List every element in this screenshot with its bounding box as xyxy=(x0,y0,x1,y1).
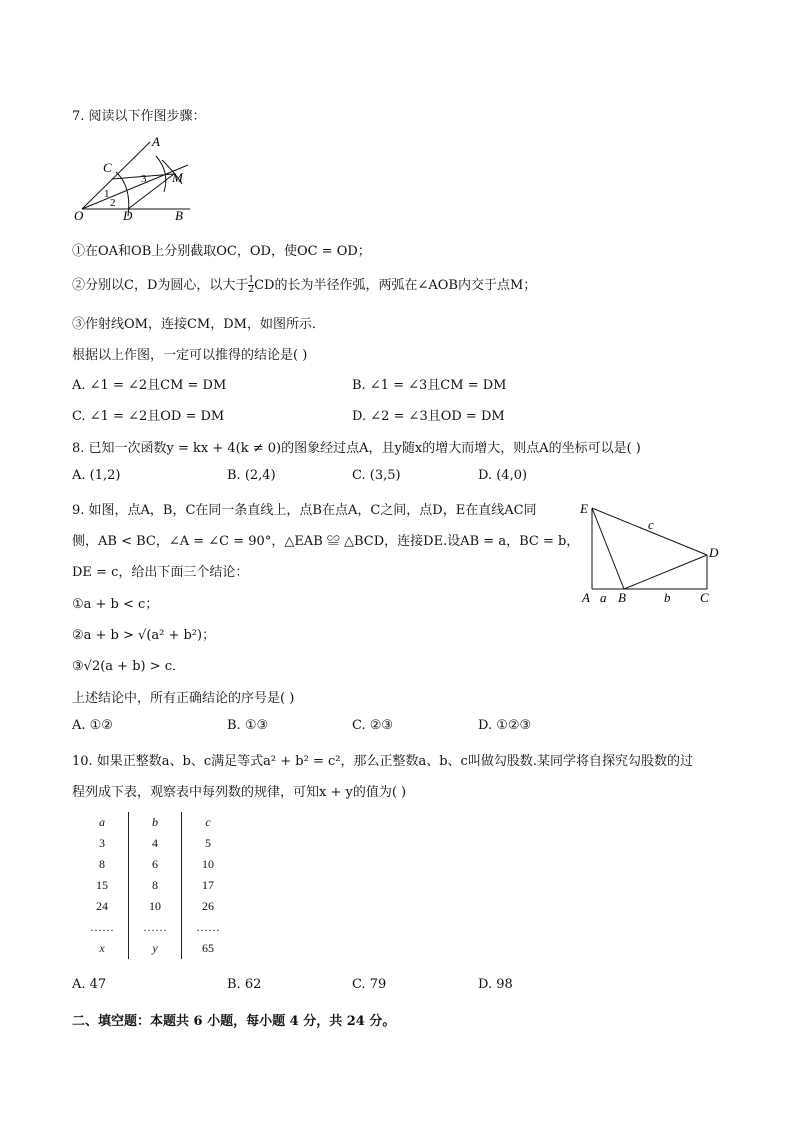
label-c-side: c xyxy=(648,517,654,532)
table-row xyxy=(76,854,234,875)
q10-line1: 10. 如果正整数a、b、c满足等式a² + b² = c²，那么正整数a、b、c叫做勾股数.某同学将自探究勾股数的过 xyxy=(72,754,693,769)
table-cell: 17 xyxy=(202,878,214,892)
table-cell: …… xyxy=(196,920,220,934)
label-m: M xyxy=(172,170,183,185)
q8-option-b: B. (2,4) xyxy=(227,468,276,483)
q9-line2: 侧，AB < BC，∠A = ∠C = 90°，△EAB ≌ △BCD，连接DE.设AB = a，BC = b， xyxy=(72,534,580,549)
segment-bd xyxy=(624,555,707,589)
q9-line3: DE = c，给出下面三个结论： xyxy=(72,565,249,580)
label-a-side: a xyxy=(600,590,607,605)
table-cell: 10 xyxy=(129,896,182,917)
fraction-denominator: 2 xyxy=(248,285,255,295)
table-header-c: c xyxy=(205,815,211,829)
label-angle-1: 1 xyxy=(104,188,110,200)
q9-conclusion-3: ③√2(a + b) > c． xyxy=(72,659,186,674)
label-a: A xyxy=(152,134,160,149)
q9-option-a: A. ①② xyxy=(72,718,113,733)
section-heading-fill-in: 二、填空题：本题共 6 小题，每小题 4 分，共 24 分。 xyxy=(72,1014,396,1029)
q7-step1: ①在OA和OB上分别截取OC，OD，使OC = OD； xyxy=(72,244,371,259)
label-b: B xyxy=(618,590,626,605)
segment-dm xyxy=(128,174,174,209)
table-header-b: b xyxy=(129,812,182,833)
table-cell: 8 xyxy=(76,854,129,875)
table-cell: 3 xyxy=(76,833,129,854)
q10-line2: 程列成下表，观察表中每列数的规律，可知x + y的值为( ) xyxy=(72,785,407,800)
label-d: D xyxy=(123,208,133,223)
q9-option-c: C. ②③ xyxy=(352,718,394,733)
segment-eb xyxy=(592,508,624,589)
q9-conclusion-2: ②a + b > √(a² + b²)； xyxy=(72,628,216,643)
ray-oa xyxy=(82,142,150,209)
q9-option-b: B. ①③ xyxy=(227,718,269,733)
table-cell: 8 xyxy=(129,875,182,896)
q7-option-b: B. ∠1 = ∠3且CM = DM xyxy=(352,378,507,393)
q7-stem: 7. 阅读以下作图步骤： xyxy=(72,109,206,124)
table-cell: x xyxy=(76,938,129,959)
table-cell: 26 xyxy=(202,899,214,913)
table-cell: 10 xyxy=(202,857,214,871)
q8-option-a: A. (1,2) xyxy=(72,468,121,483)
table-cell: 6 xyxy=(129,854,182,875)
table-cell: 15 xyxy=(76,875,129,896)
label-o: O xyxy=(74,208,84,223)
table-header-a: a xyxy=(76,812,129,833)
q10-option-d: D. 98 xyxy=(478,977,513,992)
fraction-numerator: 1 xyxy=(248,275,255,285)
q10-option-a: A. 47 xyxy=(72,977,107,992)
q7-option-a: A. ∠1 = ∠2且CM = DM xyxy=(72,378,227,393)
label-c: C xyxy=(103,160,112,175)
table-cell: …… xyxy=(129,917,182,938)
label-angle-2: 2 xyxy=(110,197,116,209)
table-row xyxy=(76,938,234,959)
pythagorean-table xyxy=(76,812,234,959)
label-b: B xyxy=(175,208,183,223)
label-a: A xyxy=(582,590,590,605)
q7-question: 根据以上作图，一定可以推得的结论是( ) xyxy=(72,348,308,363)
q9-question: 上述结论中，所有正确结论的序号是( ) xyxy=(72,691,295,706)
table-cell: y xyxy=(129,938,182,959)
table-cell: 4 xyxy=(129,833,182,854)
q7-step3: ③作射线OM，连接CM，DM，如图所示． xyxy=(72,317,325,332)
q7-figure xyxy=(70,132,200,224)
table-row xyxy=(76,896,234,917)
table-cell: 65 xyxy=(202,941,214,955)
label-d: D xyxy=(709,545,719,560)
q7-option-c: C. ∠1 = ∠2且OD = DM xyxy=(72,409,225,424)
q7-step2-pre: ②分别以C，D为圆心，以大于 xyxy=(72,278,249,293)
label-b-side: b xyxy=(664,590,671,605)
table-row xyxy=(76,875,234,896)
q8-option-c: C. (3,5) xyxy=(352,468,401,483)
q9-line1: 9. 如图，点A，B，C在同一条直线上，点B在点A，C之间，点D，E在直线AC同 xyxy=(72,503,537,518)
table-row xyxy=(76,917,234,938)
table-header-row xyxy=(76,812,234,833)
q9-option-d: D. ①②③ xyxy=(478,718,532,733)
q10-option-c: C. 79 xyxy=(352,977,387,992)
table-cell: 24 xyxy=(76,896,129,917)
q7-option-d: D. ∠2 = ∠3且OD = DM xyxy=(352,409,505,424)
label-angle-3: 3 xyxy=(141,173,147,185)
q8-stem: 8. 已知一次函数y = kx + 4(k ≠ 0)的图象经过点A，且y随x的增大而增大，则点A的坐标可以是( ) xyxy=(72,441,641,456)
q8-option-d: D. (4,0) xyxy=(478,468,528,483)
label-c: C xyxy=(700,590,709,605)
table-cell: …… xyxy=(76,917,129,938)
q7-step2-post: CD的长为半径作弧，两弧在∠AOB内交于点M； xyxy=(254,278,537,293)
table-cell: 5 xyxy=(205,836,211,850)
label-e: E xyxy=(580,501,588,516)
q10-option-b: B. 62 xyxy=(227,977,262,992)
table-row xyxy=(76,833,234,854)
q9-figure xyxy=(576,498,726,608)
q9-conclusion-1: ①a + b < c； xyxy=(72,597,159,612)
q7-step2 xyxy=(72,274,536,295)
